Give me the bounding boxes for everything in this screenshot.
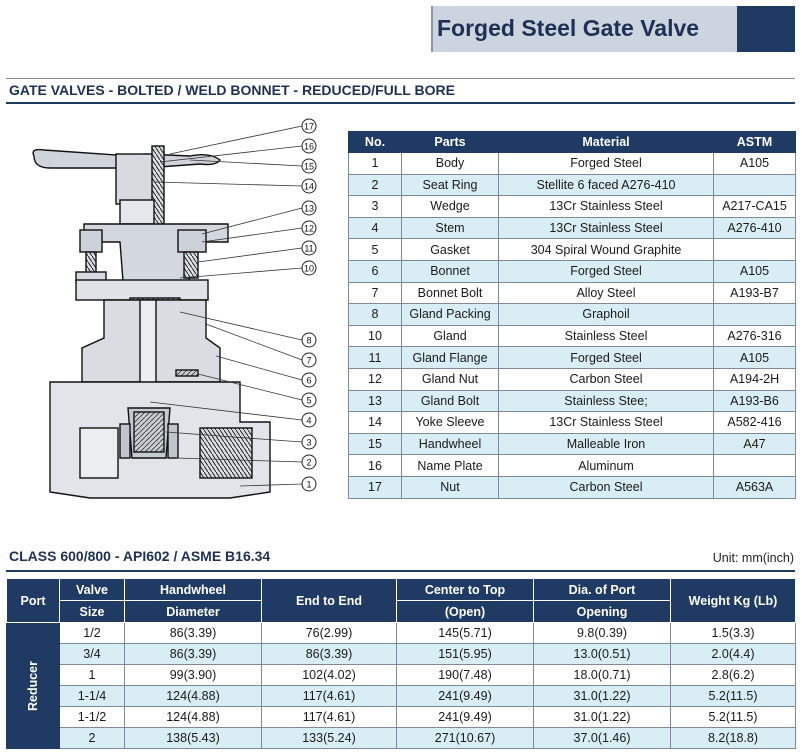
callout-marker: [302, 333, 316, 347]
handwheel-diameter: 138(5.43): [125, 728, 262, 749]
col-center-top-top: Center to Top: [397, 579, 534, 601]
dimensions-header-row-1: [7, 579, 796, 601]
center-to-top: 271(10.67): [397, 728, 534, 749]
col-valve-size-bottom: Size: [60, 601, 125, 623]
callout-number: 11: [304, 243, 314, 254]
part-astm: A582-416: [714, 412, 796, 434]
callout-number: 2: [306, 457, 312, 468]
part-number: 2: [349, 174, 402, 196]
callout-marker: [302, 139, 316, 153]
part-number: 4: [349, 217, 402, 239]
part-number: 1: [349, 153, 402, 175]
col-astm: ASTM: [714, 132, 796, 153]
col-handwheel-bottom: Diameter: [125, 601, 262, 623]
parts-table-row: [349, 174, 796, 196]
part-name: Stem: [402, 217, 499, 239]
part-material: Forged Steel: [499, 260, 714, 282]
dimensions-table: [6, 578, 796, 749]
handwheel-diameter: 86(3.39): [125, 644, 262, 665]
part-number: 6: [349, 260, 402, 282]
part-astm: A105: [714, 153, 796, 175]
part-name: Nut: [402, 476, 499, 498]
part-material: Stainless Stee;: [499, 390, 714, 412]
dimensions-row: [7, 707, 796, 728]
parts-table-row: [349, 217, 796, 239]
port-diameter: 31.0(1.22): [534, 707, 671, 728]
parts-table-row: [349, 304, 796, 326]
part-astm: A105: [714, 260, 796, 282]
parts-table-row: [349, 433, 796, 455]
part-name: Handwheel: [402, 433, 499, 455]
part-astm: A193-B7: [714, 282, 796, 304]
callout-marker: [302, 119, 316, 133]
parts-table-row: [349, 325, 796, 347]
callout-number: 3: [306, 437, 312, 448]
callout-marker: [302, 179, 316, 193]
part-name: Bonnet: [402, 260, 499, 282]
unit-label: Unit: mm(inch): [712, 551, 794, 565]
callout-number: 17: [303, 121, 315, 132]
part-number: 5: [349, 239, 402, 261]
parts-table-row: [349, 239, 796, 261]
weight: 2.0(4.4): [671, 644, 796, 665]
part-astm: [714, 304, 796, 326]
part-material: Malleable Iron: [499, 433, 714, 455]
part-material: Aluminum: [499, 455, 714, 477]
callout-marker: [302, 455, 316, 469]
part-name: Bonnet Bolt: [402, 282, 499, 304]
part-astm: A105: [714, 347, 796, 369]
part-name: Yoke Sleeve: [402, 412, 499, 434]
weight: 2.8(6.2): [671, 665, 796, 686]
valve-cross-section-diagram: [20, 112, 350, 502]
part-name: Gland Nut: [402, 368, 499, 390]
callout-number: 6: [306, 375, 312, 386]
callout-marker: [302, 159, 316, 173]
divider: [6, 570, 795, 572]
dimensions-row: [7, 623, 796, 644]
col-parts: Parts: [402, 132, 499, 153]
handwheel-diameter: 86(3.39): [125, 623, 262, 644]
callout-number: 10: [303, 263, 315, 274]
parts-table-row: [349, 153, 796, 175]
valve-size: 3/4: [60, 644, 125, 665]
part-material: 304 Spiral Wound Graphite: [499, 239, 714, 261]
part-name: Gland Flange: [402, 347, 499, 369]
callout-number: 16: [303, 141, 315, 152]
part-material: Carbon Steel: [499, 368, 714, 390]
part-number: 14: [349, 412, 402, 434]
parts-table-row: [349, 476, 796, 498]
handwheel-diameter: 124(4.88): [125, 707, 262, 728]
weight: 5.2(11.5): [671, 707, 796, 728]
col-handwheel-top: Handwheel: [125, 579, 262, 601]
part-number: 13: [349, 390, 402, 412]
part-material: 13Cr Stainless Steel: [499, 217, 714, 239]
part-name: Seat Ring: [402, 174, 499, 196]
dimensions-row: [7, 644, 796, 665]
end-to-end: 117(4.61): [262, 707, 397, 728]
center-to-top: 241(9.49): [397, 707, 534, 728]
part-material: Stainless Steel: [499, 325, 714, 347]
callout-number: 5: [306, 395, 312, 406]
port-diameter: 31.0(1.22): [534, 686, 671, 707]
valve-size: 1/2: [60, 623, 125, 644]
callout-number: 12: [303, 223, 315, 234]
col-end-to-end: End to End: [262, 579, 397, 623]
part-name: Gland Packing: [402, 304, 499, 326]
handwheel-diameter: 99(3.90): [125, 665, 262, 686]
end-to-end: 133(5.24): [262, 728, 397, 749]
part-material: Graphoil: [499, 304, 714, 326]
callout-marker: [302, 393, 316, 407]
center-to-top: 241(9.49): [397, 686, 534, 707]
weight: 5.2(11.5): [671, 686, 796, 707]
callout-number: 13: [303, 203, 315, 214]
parts-table-row: [349, 390, 796, 412]
part-name: Body: [402, 153, 499, 175]
end-to-end: 102(4.02): [262, 665, 397, 686]
valve-size: 1: [60, 665, 125, 686]
part-astm: A193-B6: [714, 390, 796, 412]
port-label: Reducer: [26, 660, 40, 711]
handwheel-diameter: 124(4.88): [125, 686, 262, 707]
col-dia-port-bottom: Opening: [534, 601, 671, 623]
col-material: Material: [499, 132, 714, 153]
dimensions-row: [7, 665, 796, 686]
part-number: 11: [349, 347, 402, 369]
part-number: 8: [349, 304, 402, 326]
part-astm: A563A: [714, 476, 796, 498]
callout-marker: [302, 373, 316, 387]
callout-marker: [302, 477, 316, 491]
part-material: Carbon Steel: [499, 476, 714, 498]
port-diameter: 37.0(1.46): [534, 728, 671, 749]
class-section-title: CLASS 600/800 - API602 / ASME B16.34: [9, 548, 271, 564]
part-material: Alloy Steel: [499, 282, 714, 304]
parts-table-row: [349, 196, 796, 218]
part-number: 7: [349, 282, 402, 304]
port-label-cell: [7, 623, 60, 749]
center-to-top: 145(5.71): [397, 623, 534, 644]
part-name: Name Plate: [402, 455, 499, 477]
callout-number: 15: [303, 161, 315, 172]
parts-table-row: [349, 260, 796, 282]
callout-marker: [302, 353, 316, 367]
title-accent-block: [737, 6, 795, 52]
part-astm: [714, 239, 796, 261]
parts-table-row: [349, 368, 796, 390]
part-number: 15: [349, 433, 402, 455]
col-center-top-bottom: (Open): [397, 601, 534, 623]
callout-marker: [302, 261, 316, 275]
part-material: Forged Steel: [499, 153, 714, 175]
col-weight: Weight Kg (Lb): [671, 579, 796, 623]
part-number: 12: [349, 368, 402, 390]
part-astm: A276-316: [714, 325, 796, 347]
callout-number: 8: [306, 335, 312, 346]
part-astm: A194-2H: [714, 368, 796, 390]
col-no: No.: [349, 132, 402, 153]
weight: 1.5(3.3): [671, 623, 796, 644]
valve-size: 2: [60, 728, 125, 749]
section-title: GATE VALVES - BOLTED / WELD BONNET - REDUCED/FULL BORE: [9, 82, 455, 98]
port-diameter: 18.0(0.71): [534, 665, 671, 686]
part-astm: A47: [714, 433, 796, 455]
parts-table-row: [349, 455, 796, 477]
callout-marker: [302, 413, 316, 427]
part-number: 16: [349, 455, 402, 477]
callout-number: 4: [306, 415, 312, 426]
port-diameter: 13.0(0.51): [534, 644, 671, 665]
port-diameter: 9.8(0.39): [534, 623, 671, 644]
parts-table-row: [349, 347, 796, 369]
part-name: Gland Bolt: [402, 390, 499, 412]
end-to-end: 117(4.61): [262, 686, 397, 707]
part-name: Gland: [402, 325, 499, 347]
col-port: Port: [7, 579, 60, 623]
part-astm: [714, 455, 796, 477]
callout-marker: [302, 435, 316, 449]
col-dia-port-top: Dia. of Port: [534, 579, 671, 601]
part-material: Forged Steel: [499, 347, 714, 369]
part-number: 3: [349, 196, 402, 218]
valve-size: 1-1/4: [60, 686, 125, 707]
title-banner: [431, 6, 795, 52]
valve-size: 1-1/2: [60, 707, 125, 728]
divider: [6, 78, 795, 79]
part-number: 10: [349, 325, 402, 347]
parts-table-header: [349, 132, 796, 153]
callout-number: 1: [306, 479, 312, 490]
parts-table-row: [349, 282, 796, 304]
center-to-top: 190(7.48): [397, 665, 534, 686]
part-number: 17: [349, 476, 402, 498]
weight: 8.2(18.8): [671, 728, 796, 749]
col-valve-size-top: Valve: [60, 579, 125, 601]
callout-marker: [302, 241, 316, 255]
callout-marker: [302, 201, 316, 215]
end-to-end: 86(3.39): [262, 644, 397, 665]
page-title: Forged Steel Gate Valve: [437, 15, 700, 41]
divider: [6, 102, 795, 104]
callout-marker: [302, 221, 316, 235]
part-material: 13Cr Stainless Steel: [499, 196, 714, 218]
parts-table-row: [349, 412, 796, 434]
dimensions-row: [7, 686, 796, 707]
part-astm: A217-CA15: [714, 196, 796, 218]
center-to-top: 151(5.95): [397, 644, 534, 665]
part-name: Gasket: [402, 239, 499, 261]
callout-number: 14: [303, 181, 315, 192]
part-material: 13Cr Stainless Steel: [499, 412, 714, 434]
callout-number: 7: [306, 355, 312, 366]
end-to-end: 76(2.99): [262, 623, 397, 644]
part-name: Wedge: [402, 196, 499, 218]
part-material: Stellite 6 faced A276-410: [499, 174, 714, 196]
parts-table: [348, 131, 796, 499]
part-astm: [714, 174, 796, 196]
dimensions-row: [7, 728, 796, 749]
part-astm: A276-410: [714, 217, 796, 239]
